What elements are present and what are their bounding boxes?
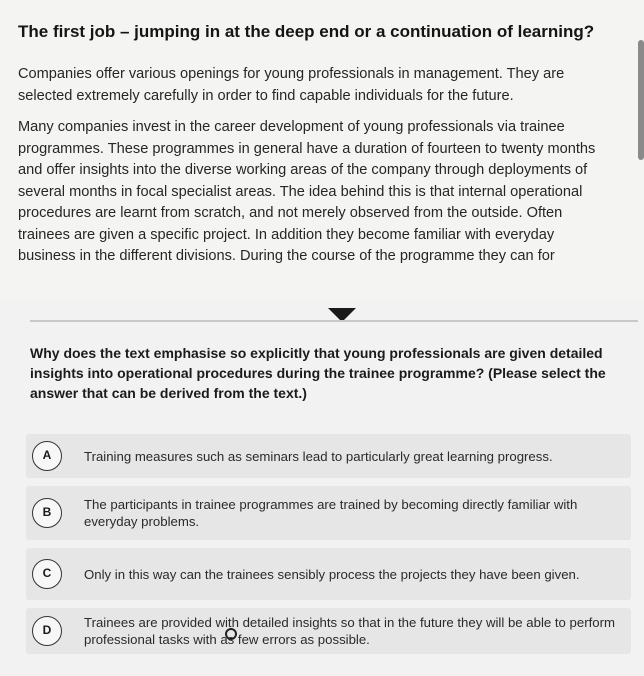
answer-option-b[interactable]: [26, 486, 631, 540]
section-divider: [30, 320, 638, 322]
option-letter-badge: B: [32, 498, 62, 528]
question-text: Why does the text emphasise so explicitly that young professionals are given detailed insights into operational procedures during the trainee programme? (Please select the answer that can be derived from the text.): [30, 345, 606, 401]
answer-option-d[interactable]: [26, 608, 631, 654]
option-text: Trainees are provided with detailed insights so that in the future they will be able to perform professional tasks with as few errors as possible.: [84, 615, 615, 647]
passage-paragraph-2: Many companies invest in the career development of young professionals via trainee programmes. These programmes in general have a duration of fourteen to twenty months and offer insights into the diverse working areas of the company through deployments of several months in focal specialist areas. The idea behind this is that internal operational procedures are learnt from scratch, and not merely observed from the outside. Often trainees are given a specific project. In addition they become familiar with everyday business in the different divisions. During the course of the programme they can for: [18, 119, 596, 265]
expand-passage-button[interactable]: [322, 306, 362, 328]
answer-option-a[interactable]: [26, 434, 631, 478]
passage-fade-overlay: [0, 272, 644, 300]
option-letter-badge: C: [32, 559, 62, 589]
passage-title: The first job – jumping in at the deep end or a continuation of learning?: [18, 22, 595, 41]
option-text: Training measures such as seminars lead to particularly great learning progress.: [84, 448, 553, 464]
option-text: The participants in trainee programmes are trained by becoming directly familiar with everyday problems.: [84, 497, 578, 529]
passage-paragraph-1: Companies offer various openings for young professionals in management. They are selected extremely carefully in order to find capable individuals for the future.: [18, 66, 565, 104]
mouse-cursor-icon: [225, 628, 237, 640]
passage-content: [0, 0, 644, 268]
passage-scrollbar[interactable]: [638, 40, 644, 160]
reading-passage[interactable]: [0, 0, 644, 300]
answer-options: [26, 434, 636, 662]
option-letter-badge: A: [32, 441, 62, 471]
option-letter-badge: D: [32, 616, 62, 646]
option-text: Only in this way can the trainees sensibly process the projects they have been given.: [84, 566, 580, 582]
answer-option-c[interactable]: [26, 548, 631, 600]
